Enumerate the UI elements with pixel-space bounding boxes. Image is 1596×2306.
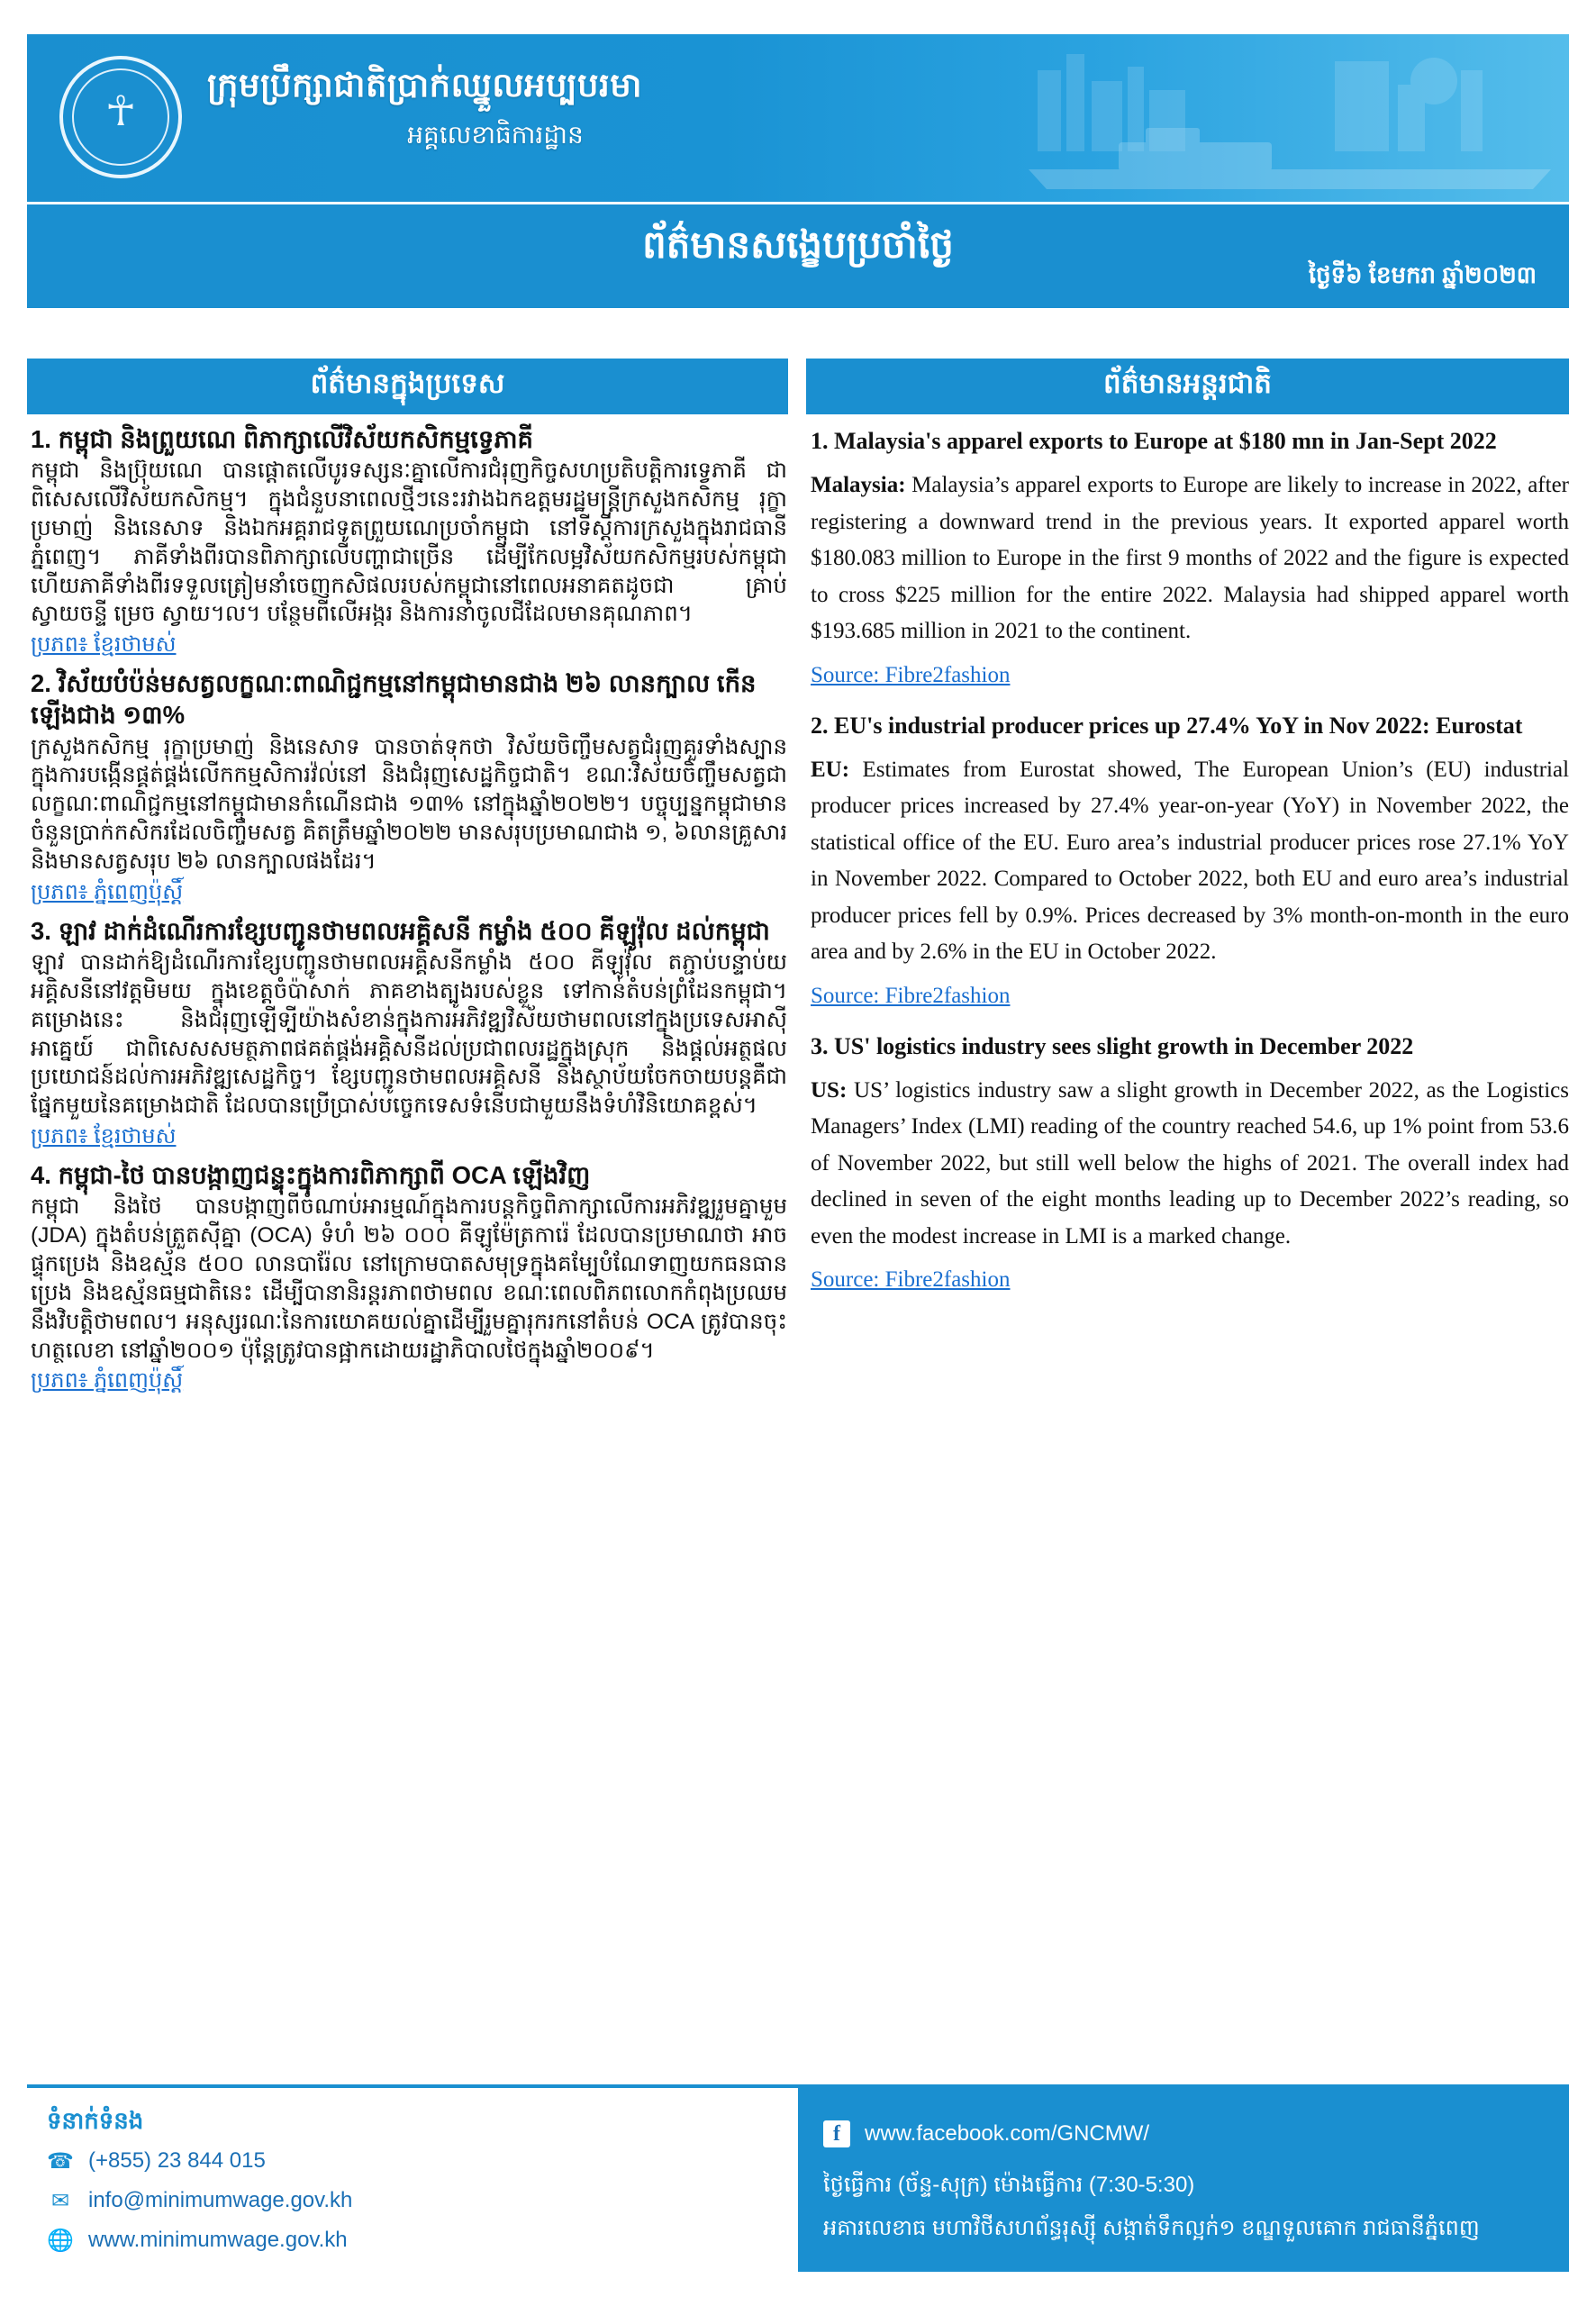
news-source-link[interactable]: ប្រភព៖ ភ្នំពេញប៉ុស្តិ៍	[31, 1368, 184, 1394]
news-heading: 1. កម្ពុជា និងព្រួយណេ ពិភាក្សាលើវិស័យកសិកម្មទ្វេភាគី	[31, 425, 533, 453]
news-body: ឡាវ បានដាក់ឱ្យដំណើរការខ្សែបញ្ជូនថាមពលអគ្គិសនីកម្លាំង ៥០០ គីឡូវ៉ុល តភ្ជាប់បន្ទាប់យអគ្គិសនីនៅវត្តមិមយ ក្នុងខេត្តចំប៉ាសាក់ ភាគខាងត្បូងរបស់ខ្លួន ទៅកាន់តំបន់ព្រំដែនកម្ពុជា។ គម្រោងនេះ និងជំរុញឡើទ្បីយ៉ាងសំខាន់ក្នុងការអភិវឌ្ឍវិស័យថាមពលនៅក្នុងប្រទេសអាស៊ីអាគ្នេយ៍ ជាពិសេសសមត្ថភាពផគត់ផ្គង់អគ្គិសនីដល់ប្រជាពលរដ្ឋក្នុងស្រុក និងផ្តល់អត្ថផលប្រយោជន៍ដល់ការអភិវឌ្ឍសេដ្ឋកិច្ច។ ខ្សែបញ្ជូនថាមពលអគ្គិសនី និងស្ថាប័យចែកចាយបន្តគឺជាផ្នែកមួយនៃគម្រោងជាតិ ដែលបានប្រើប្រាស់បច្ចេកទេសទំនើបជាមួយនឹងទំហំវិនិយោគខ្ពស់។	[31, 950, 787, 1119]
news-heading: 4. កម្ពុជា-ថៃ បានបង្កាញជន្ទុះក្នុងការពិភាក្សាពី OCA ឡើងវិញ	[31, 1161, 591, 1190]
news-heading: 3. ឡាវ ដាក់ដំណើរការខ្សែបញ្ជូនថាមពលអគ្គិសនី កម្លាំង ៥០០ គីឡូវ៉ុល ដល់កម្ពុជា	[31, 916, 770, 945]
globe-icon: 🌐	[47, 2228, 74, 2253]
news-body	[811, 1073, 1569, 1256]
news-source-link[interactable]: Source: Fibre2fashion	[811, 983, 1011, 1008]
news-source-link[interactable]: Source: Fibre2fashion	[811, 662, 1011, 687]
section-header-local: ព័ត៌មានក្នុងប្រទេស	[27, 359, 788, 414]
news-item	[31, 667, 787, 910]
footer-phone-row	[47, 2147, 266, 2174]
page-title: ព័ត៌មានសង្ខេបប្រចាំថ្ងៃ	[642, 223, 954, 266]
facebook-icon: f	[823, 2120, 850, 2147]
org-name-line2: អគ្គលេខាធិការដ្ឋាន	[407, 121, 584, 150]
footer-hours-row	[823, 2171, 1194, 2202]
news-body-text: Malaysia’s apparel exports to Europe are likely to increase in 2022, after registering a downward trend in the previous years. It exported apparel worth $180.083 million to Europe in the first 9 months of 2022 and the figure is expected to cross $225 million for the entire 2022. Malaysia had shipped apparel worth $193.685 million in 2021 to the continent.	[811, 473, 1570, 643]
news-body-text: Estimates from Eurostat showed, The European Union’s (EU) industrial producer prices increased by 27.4% year-on-year (YoY) in November 2022, the statistical office of the EU. Euro area’s industrial producer prices rose 27.1% YoY in November 2022. Compared to October 2022, both EU and euro area’s industrial producer prices fell by 0.9%. Prices decreased by 3% month-on-month in the euro area and by 2.6% in the EU in October 2022.	[811, 757, 1570, 964]
footer-facebook-row[interactable]	[823, 2120, 1149, 2147]
news-heading: 1. Malaysia's apparel exports to Europe at $180 mn in Jan-Sept 2022	[811, 428, 1497, 454]
news-lead: Malaysia:	[811, 473, 906, 497]
footer-address: អគារលេខាធ មហាវិថីសហព័ន្ធរុស្ស៊ី សង្កាត់ទឹកល្អក់១ ខណ្ឌទួលគោក រាជធានីភ្នំពេញ	[823, 2216, 1480, 2240]
section-header-international: ព័ត៌មានអន្តរជាតិ	[806, 359, 1569, 414]
masthead	[27, 34, 1569, 202]
local-news-column	[31, 423, 787, 1403]
news-source-link[interactable]: ប្រភព៖ ខ្មែរថាមស់	[31, 1124, 177, 1149]
industry-skyline-icon	[1011, 34, 1569, 202]
news-source-link[interactable]: ប្រភព៖ ភ្នំពេញប៉ុស្តិ៍	[31, 879, 184, 904]
news-body: ក្រសួងកសិកម្ម រុក្ខាប្រមាញ់ និងនេសាទ បានចាត់ទុកថា វិស័យចិញ្ចឹមសត្វជំរុញគួរទាំងស្បាន ក្នុងការបង្កើនផ្គត់ផ្គង់លើកកម្មសិការវ៉ល់នៅ និងជំរុញសេដ្ឋកិច្ចជាតិ។ ខណៈវិស័យចិញ្ចឹមសត្វជាលក្ខណៈពាណិជ្ជកម្មនៅកម្ពុជាមានកំណើនជាង ១៣% នៅក្នុងឆ្នាំ២០២២។ បច្ចុប្បន្នកម្ពុជាមានចំនួនប្រាក់កសិករដែលចិញ្ចឹមសត្វ គិតត្រឹមឆ្នាំ២០២២ មានសរុបប្រមាណជាង ១, ៦លានគ្រួសារ និងមានសត្វសរុប ២៦ លានក្បាលផងដែរ។	[31, 734, 787, 874]
masthead-text	[207, 65, 928, 156]
title-band	[27, 202, 1569, 308]
news-body	[811, 468, 1569, 650]
news-item	[31, 915, 787, 1154]
news-item	[811, 423, 1569, 688]
international-news-column	[811, 423, 1569, 1312]
footer	[27, 2088, 1569, 2272]
news-item	[31, 1159, 787, 1398]
phone-icon: ☎	[47, 2148, 74, 2174]
footer-website-row[interactable]	[47, 2227, 348, 2254]
news-body: កម្ពុជា និងថៃ បានបង្កាញពីចំណាប់អារម្មណ៍ក្នុងការបន្តកិច្ចពិភាក្សាលើការអភិវឌ្ឍរួមគ្នាមួម (JDA) ក្នុងតំបន់ត្រួតស៊ីគ្នា (OCA) ទំហំ ២៦ ០០០ គីឡូម៉ែត្រការ៉េ ដែលបានប្រមាណថា អាចផ្ទុកប្រេង និងឧស្ម័ន ៥០០ លានបារ៉ែល នៅក្រោមបាតសមុទ្រក្នុងគម្បែបំណែទាញយកធនធានប្រេង និងឧស្ម័នធម្មជាតិនេះ ដើម្បីបានានិរន្តរភាពថាមពល ខណៈពេលពិភពលោកកំពុងប្រឈមនឹងវិបត្តិថាមពល។ អនុស្សរណៈនៃការយោគយល់គ្នាដើម្បីរួមគ្នារុករកនៅតំបន់ OCA ត្រូវបានចុះហត្ថលេខា នៅឆ្នាំ២០០១ ប៉ុន្តែត្រូវបានផ្អាកដោយរដ្ឋាភិបាលថៃក្នុងឆ្នាំ២០០៩។	[31, 1194, 787, 1363]
news-heading: 3. US' logistics industry sees slight growth in December 2022	[811, 1032, 1414, 1059]
envelope-icon: ✉	[50, 2188, 70, 2213]
footer-address-row	[823, 2214, 1480, 2246]
news-lead: US:	[811, 1077, 848, 1103]
news-body	[811, 752, 1569, 971]
news-lead: EU:	[811, 757, 850, 782]
national-seal-icon: ☥	[59, 56, 182, 178]
issue-date: ថ្ងៃទី៦ ខែមករា ឆ្នាំ២០២៣	[1308, 261, 1537, 288]
news-item	[811, 1029, 1569, 1294]
footer-facebook[interactable]: www.facebook.com/GNCMW/	[865, 2121, 1150, 2146]
org-name-line1: ក្រុមប្រឹក្សាជាតិប្រាក់ឈ្នួលអប្បបរមា	[207, 67, 643, 104]
news-item	[811, 708, 1569, 1009]
news-source-link[interactable]: ប្រភព៖ ខ្មែរថាមស់	[31, 632, 177, 658]
news-body-text: US’ logistics industry saw a slight growth in December 2022, as the Logistics Managers’ Index (LMI) reading of the country reached 54.6, up 1% point from 53.6 of November 2022, but still well below the highs of 2021. The overall index had declined in seven of the eight months leading up to December 2022’s reading, so even the modest increase in LMI is a marked change.	[811, 1077, 1570, 1248]
footer-hours: ថ្ងៃធ្វើការ (ច័ន្ទ-សុក្រ) ម៉ោងធ្វើការ (7:30-5:30)	[823, 2173, 1195, 2197]
news-item	[31, 423, 787, 662]
footer-phone: (+855) 23 844 015	[88, 2148, 266, 2173]
footer-email[interactable]: info@minimumwage.gov.kh	[88, 2188, 353, 2212]
news-source-link[interactable]: Source: Fibre2fashion	[811, 1267, 1011, 1292]
news-body: កម្ពុជា និងប្រ៊ុយណេ បានផ្តោតលើបូរទស្សនៈគ្នាលើការជំរុញកិច្ចសហប្រតិបត្តិការទ្វេភាគី ជាពិសេសលើវិស័យកសិកម្ម។ ក្នុងជំនួបនាពេលថ្មីៗនេះរវាងឯកឧត្តមរដ្ឋមន្ត្រីក្រសួងកសិកម្ម រុក្ខាប្រមាញ់ និងនេសាទ និងឯកអគ្គរាជទូតព្រួយណេប្រចាំកម្ពុជា នៅទីស្តីការក្រសួងក្នុងរាជធានីភ្នំពេញ។ ភាគីទាំងពីរបានពិភាក្សាលើបញ្ហាជាច្រើន ដើម្បីកែលម្អវិស័យកសិកម្មរបស់កម្ពុជា ហើយភាគីទាំងពីរទទួលត្រៀមនាំចេញកសិផលរបស់កម្ពុជានៅពេលអនាគតដូចជា គ្រាប់ស្វាយចន្ទី ម្រេច ស្វាយ។ល។ បន្ថែមពីលើអង្ករ និងការនាំចូលជីដែលមានគុណភាព។	[31, 458, 787, 627]
footer-email-row[interactable]	[47, 2187, 352, 2214]
footer-contact-title: ទំនាក់ទំនង	[47, 2107, 144, 2134]
news-heading: 2. EU's industrial producer prices up 27.4% YoY in Nov 2022: Eurostat	[811, 712, 1523, 739]
footer-website[interactable]: www.minimumwage.gov.kh	[88, 2228, 348, 2252]
footer-contact-block	[27, 2088, 798, 2272]
footer-info-block	[798, 2088, 1569, 2272]
news-heading: 2. វិស័យបំប៉ន់មសត្វលក្ខណៈពាណិជ្ជកម្មនៅកម្ពុជាមានជាង ២៦ លានក្បាល កើនឡើងជាង ១៣%	[31, 669, 757, 730]
